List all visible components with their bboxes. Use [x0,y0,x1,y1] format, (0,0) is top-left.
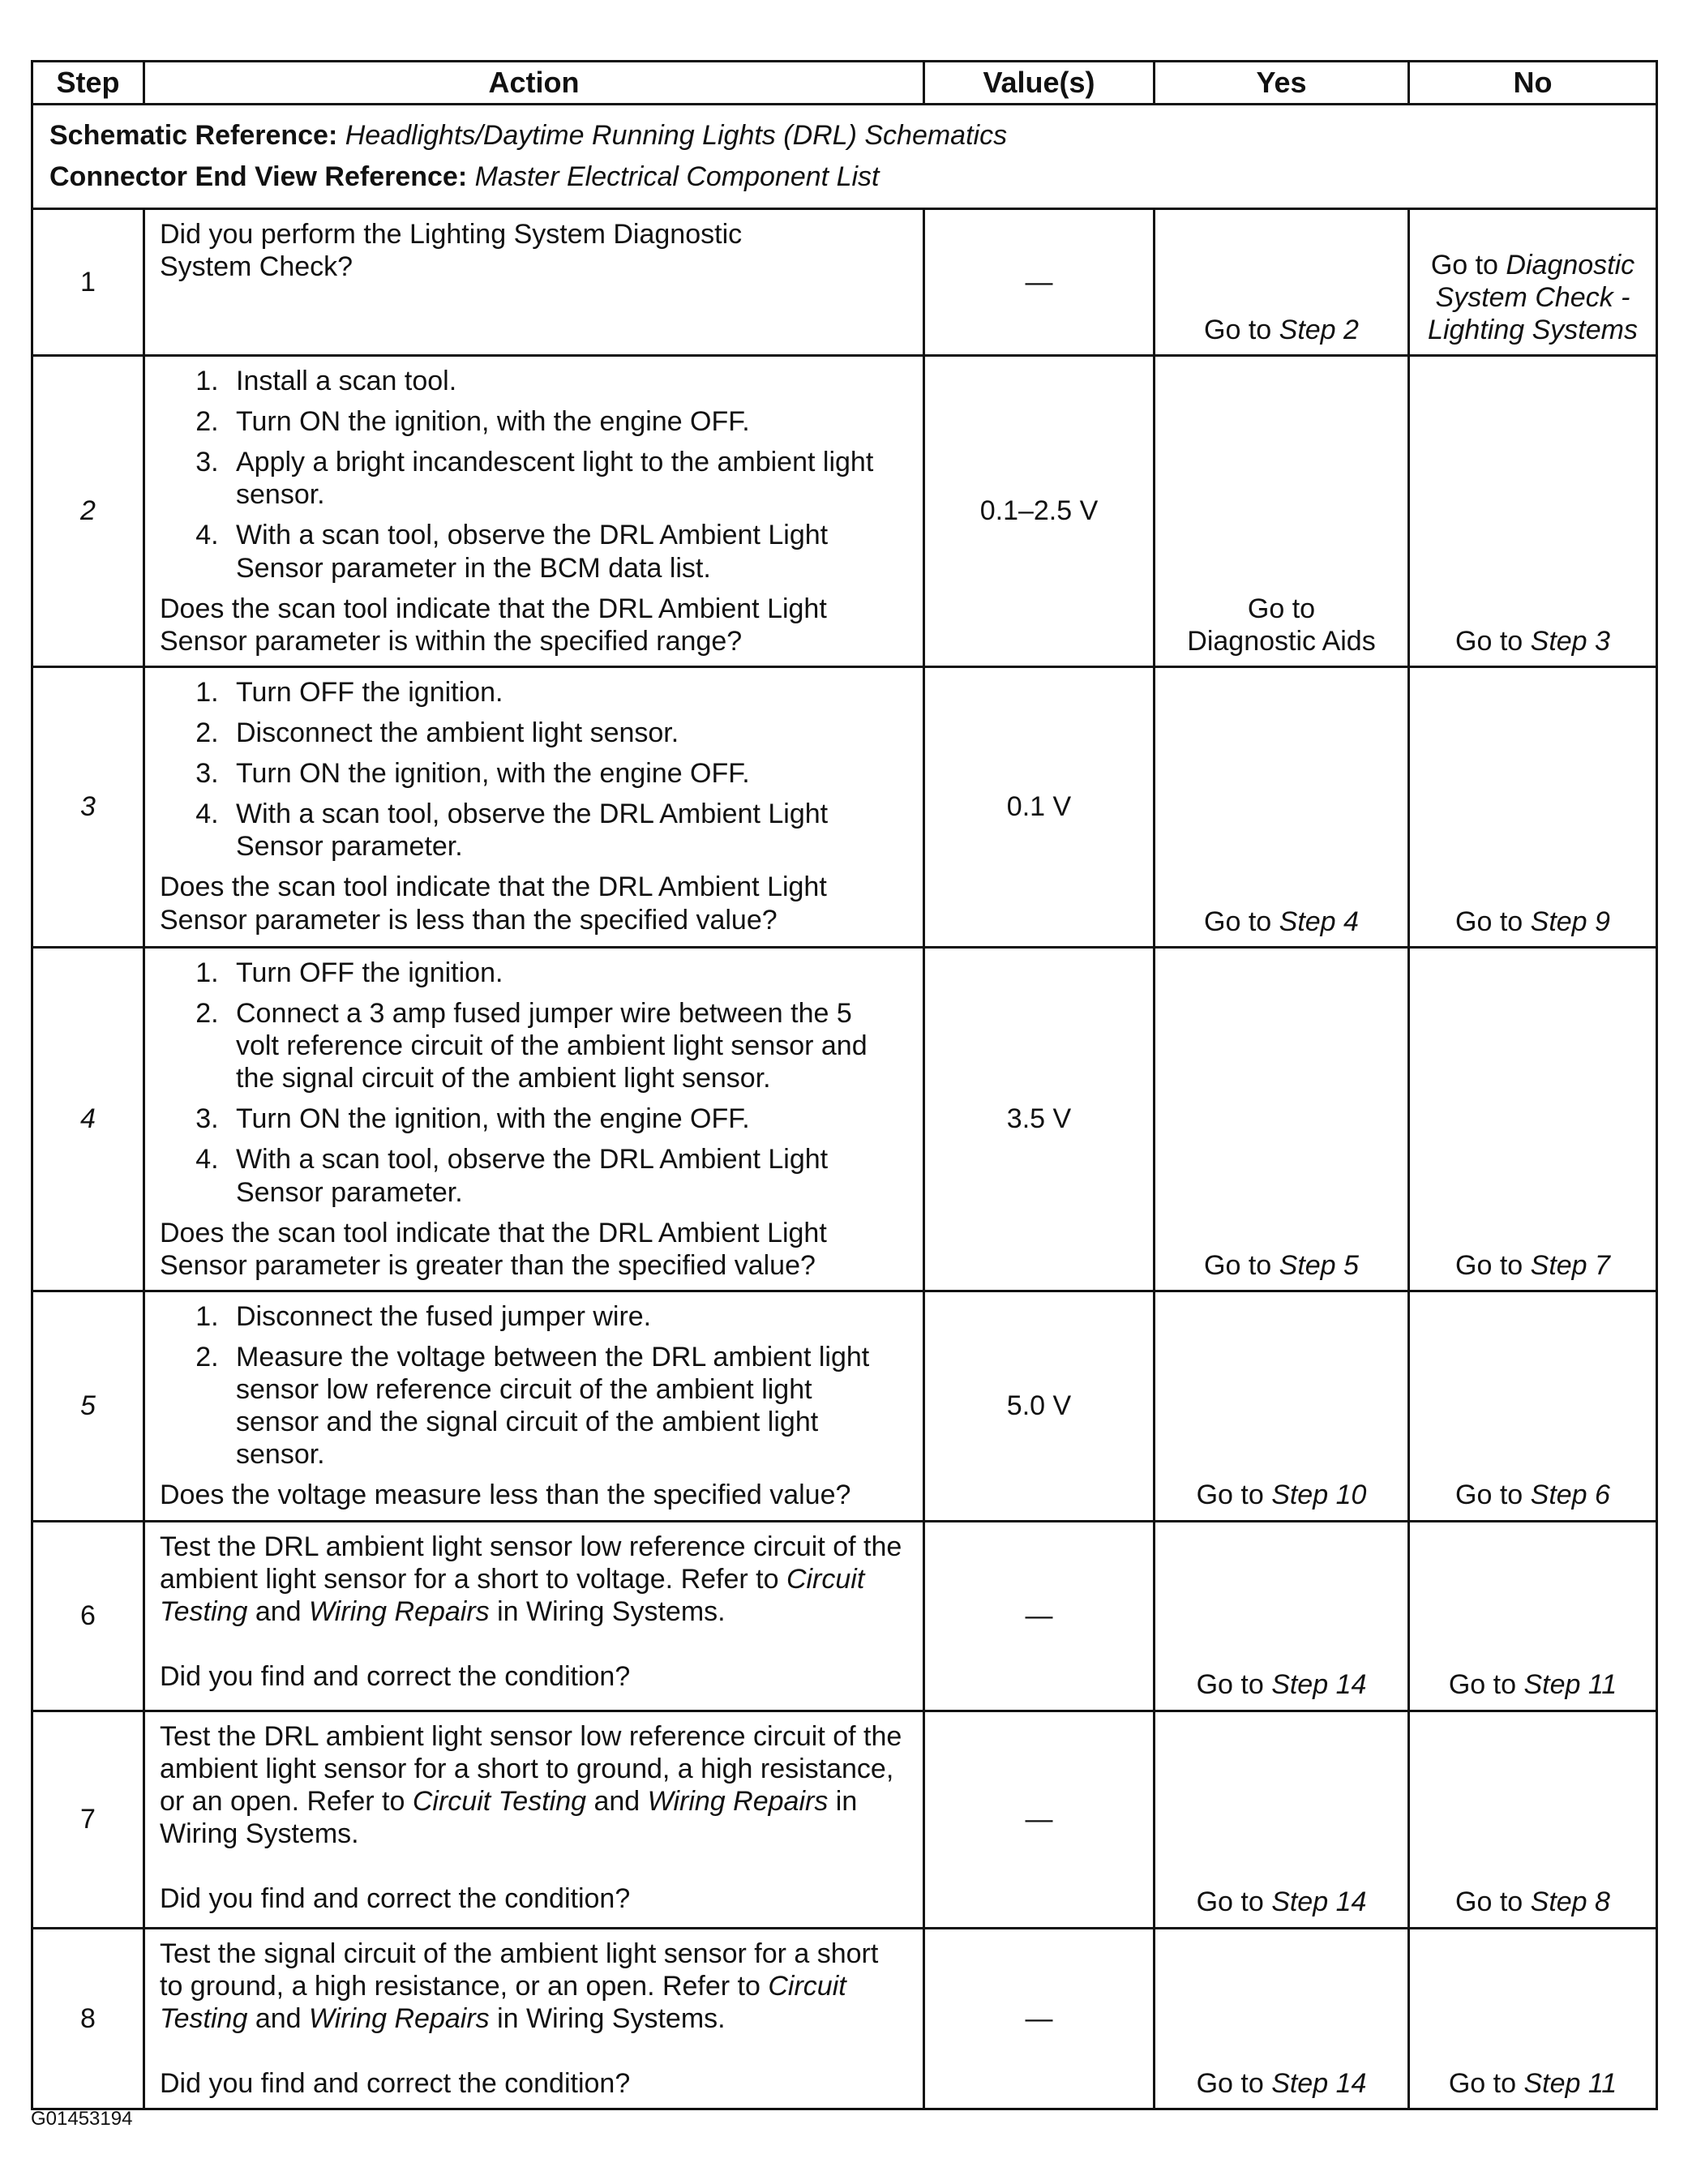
no-prefix: Go to [1430,249,1506,280]
procedure-item: 1. Turn OFF the ignition. [226,957,908,989]
procedure-list [160,957,908,1209]
table-row-step-6 [32,1521,1657,1711]
yes-link[interactable]: Step 14 [1271,1886,1367,1918]
yes-prefix: Go to [1204,906,1279,937]
no-prefix: Go to [1455,1886,1531,1918]
procedure-list [160,676,908,863]
procedure-item: 1. Turn OFF the ignition. [226,676,908,709]
action-cell [144,1711,924,1928]
value-cell: — [924,1521,1155,1711]
table-row-step-7 [32,1711,1657,1928]
no-cell [1409,1521,1657,1711]
wiring-repairs-link[interactable]: Wiring Repairs [309,1595,490,1627]
yes-link[interactable]: Step 5 [1279,1249,1359,1281]
reference-cell [32,105,1657,209]
circuit-testing-link[interactable]: Circuit Testing [160,1970,846,2034]
value-cell: 0.1–2.5 V [924,356,1155,667]
yes-prefix: Go to [1196,1669,1272,1701]
yes-link[interactable]: Step 14 [1271,1669,1367,1701]
connector-reference-label: Connector End View Reference: [49,161,468,192]
value-cell: — [924,209,1155,356]
question-text: Did you find and correct the condition? [160,2067,631,2099]
no-prefix: Go to [1455,1249,1531,1281]
table-row-step-8 [32,1928,1657,2109]
action-text-part: Test the DRL ambient light sensor low reference circuit of the ambient light sensor for a short to ground, a high resistance, or an open. Refer to [160,1720,902,1817]
no-cell [1409,947,1657,1291]
header-yes: Yes [1155,62,1409,105]
no-prefix: Go to [1455,625,1531,657]
step-number: 6 [32,1521,144,1711]
question-text: Does the scan tool indicate that the DRL Ambient Light Sensor parameter is within the specified range? [160,593,827,657]
procedure-item: 2. Connect a 3 amp fused jumper wire between the 5 volt reference circuit of the ambient light sensor and the signal circuit of the ambient light sensor. [226,997,868,1094]
no-link[interactable]: Step 3 [1530,625,1610,657]
action-text-part: and [247,1595,309,1627]
no-link[interactable]: Step 11 [1523,2067,1617,2099]
value-cell: — [924,1928,1155,2109]
table-row-step-1 [32,209,1657,356]
yes-prefix: Go to [1204,314,1279,345]
step-number: 3 [32,666,144,947]
action-text-part: and [247,2002,309,2034]
yes-link[interactable]: Diagnostic Aids [1187,625,1376,657]
action-text [160,1938,889,2035]
yes-cell [1155,209,1409,356]
question-text: Did you find and correct the condition? [160,1660,631,1692]
procedure-item: 4. With a scan tool, observe the DRL Ambient Light Sensor parameter. [226,798,908,863]
schematic-reference-label: Schematic Reference: [49,120,338,151]
header-no: No [1409,62,1657,105]
procedure-item: 3. Turn ON the ignition, with the engine OFF. [226,757,908,790]
no-cell [1409,1711,1657,1928]
value-cell: — [924,1711,1155,1928]
procedure-item: 1. Install a scan tool. [226,365,908,397]
value-cell: 3.5 V [924,947,1155,1291]
table-row-step-5 [32,1291,1657,1521]
yes-cell [1155,1711,1409,1928]
header-action: Action [144,62,924,105]
step-number: 8 [32,1928,144,2109]
action-text: Did you perform the Lighting System Diagnostic System Check? [160,219,743,283]
circuit-testing-link[interactable]: Circuit Testing [160,1563,865,1627]
no-cell [1409,1291,1657,1521]
schematic-reference-value: Headlights/Daytime Running Lights (DRL) Schematics [345,120,1008,151]
step-number: 4 [32,947,144,1291]
action-text-part: in Wiring Systems. [489,1595,726,1627]
circuit-testing-link[interactable]: Circuit Testing [412,1785,587,1817]
yes-link[interactable]: Step 10 [1271,1480,1367,1511]
question-text: Does the voltage measure less than the specified value? [160,1480,851,1511]
value-cell: 0.1 V [924,666,1155,947]
action-cell [144,356,924,667]
table-row-step-4 [32,947,1657,1291]
no-link[interactable]: Diagnostic System Check - Lighting Systems [1428,249,1638,345]
no-prefix: Go to [1455,1480,1531,1511]
table-row-step-3 [32,666,1657,947]
yes-cell [1155,666,1409,947]
step-number: 2 [32,356,144,667]
yes-link[interactable]: Step 2 [1279,314,1359,345]
action-text-part: Test the DRL ambient light sensor low reference circuit of the ambient light sensor for a short to voltage. Refer to [160,1531,902,1595]
action-cell [144,1291,924,1521]
no-prefix: Go to [1448,2067,1524,2099]
yes-link[interactable]: Step 14 [1271,2067,1367,2099]
procedure-list [160,365,908,585]
procedure-item: 1. Disconnect the fused jumper wire. [226,1300,908,1333]
spacer [160,1850,908,1882]
header-values: Value(s) [924,62,1155,105]
table-row-step-2 [32,356,1657,667]
procedure-list [160,1300,908,1471]
no-cell [1409,1928,1657,2109]
diagnostic-table [31,60,1658,2110]
step-number: 7 [32,1711,144,1928]
spacer [160,1628,908,1660]
value-cell: 5.0 V [924,1291,1155,1521]
action-text [160,1720,906,1850]
spacer [160,2035,908,2067]
procedure-item: 4. With a scan tool, observe the DRL Ambient Light Sensor parameter in the BCM data list. [226,519,908,584]
no-link[interactable]: Step 7 [1530,1249,1610,1281]
yes-cell [1155,1928,1409,2109]
action-text-part: and [586,1785,648,1817]
wiring-repairs-link[interactable]: Wiring Repairs [647,1785,829,1817]
yes-cell [1155,947,1409,1291]
procedure-item: 2. Turn ON the ignition, with the engine OFF. [226,405,908,438]
action-cell [144,209,924,356]
reference-row [32,105,1657,209]
yes-prefix: Go to [1196,1480,1272,1511]
connector-reference-value: Master Electrical Component List [474,161,880,192]
no-cell [1409,666,1657,947]
schematic-reference [49,115,1639,156]
action-text-part: in Wiring Systems. [489,2002,726,2034]
question-text: Does the scan tool indicate that the DRL Ambient Light Sensor parameter is less than the specified value? [160,871,827,936]
action-text-part: in Wiring Systems. [160,1785,858,1849]
yes-cell [1155,1291,1409,1521]
procedure-item: 2. Measure the voltage between the DRL ambient light sensor low reference circuit of the ambient light sensor and the signal circuit of the ambient light sensor. [226,1341,893,1471]
yes-prefix: Go to [1196,1886,1272,1918]
question-text: Does the scan tool indicate that the DRL Ambient Light Sensor parameter is greater than the specified value? [160,1217,827,1281]
no-prefix: Go to [1448,1669,1524,1701]
header-row [32,62,1657,105]
question-text: Did you find and correct the condition? [160,1882,631,1914]
no-link[interactable]: Step 11 [1523,1669,1617,1701]
yes-prefix: Go to [1204,1249,1279,1281]
procedure-item: 2. Disconnect the ambient light sensor. [226,717,908,749]
procedure-item: 3. Apply a bright incandescent light to the ambient light sensor. [226,446,908,511]
action-text-part: Test the signal circuit of the ambient light sensor for a short to ground, a high resistance, or an open. Refer to [160,1938,879,2002]
action-cell [144,666,924,947]
no-cell [1409,209,1657,356]
yes-prefix: Go to [1196,2067,1272,2099]
action-text [160,1531,906,1628]
header-step: Step [32,62,144,105]
no-prefix: Go to [1455,906,1531,937]
procedure-item: 4. With a scan tool, observe the DRL Ambient Light Sensor parameter. [226,1143,868,1208]
no-link[interactable]: Step 9 [1530,906,1610,937]
yes-cell [1155,1521,1409,1711]
step-number: 1 [32,209,144,356]
connector-reference [49,156,1639,198]
action-cell [144,1521,924,1711]
yes-link[interactable]: Step 4 [1279,906,1359,937]
step-number: 5 [32,1291,144,1521]
no-cell [1409,356,1657,667]
yes-prefix: Go to [1247,593,1316,624]
figure-code: G01453194 [31,2108,133,2130]
no-link[interactable]: Step 8 [1530,1886,1610,1918]
yes-cell [1155,356,1409,667]
wiring-repairs-link[interactable]: Wiring Repairs [309,2002,490,2034]
action-cell [144,947,924,1291]
action-cell [144,1928,924,2109]
procedure-item: 3. Turn ON the ignition, with the engine OFF. [226,1103,908,1135]
no-link[interactable]: Step 6 [1530,1480,1610,1511]
